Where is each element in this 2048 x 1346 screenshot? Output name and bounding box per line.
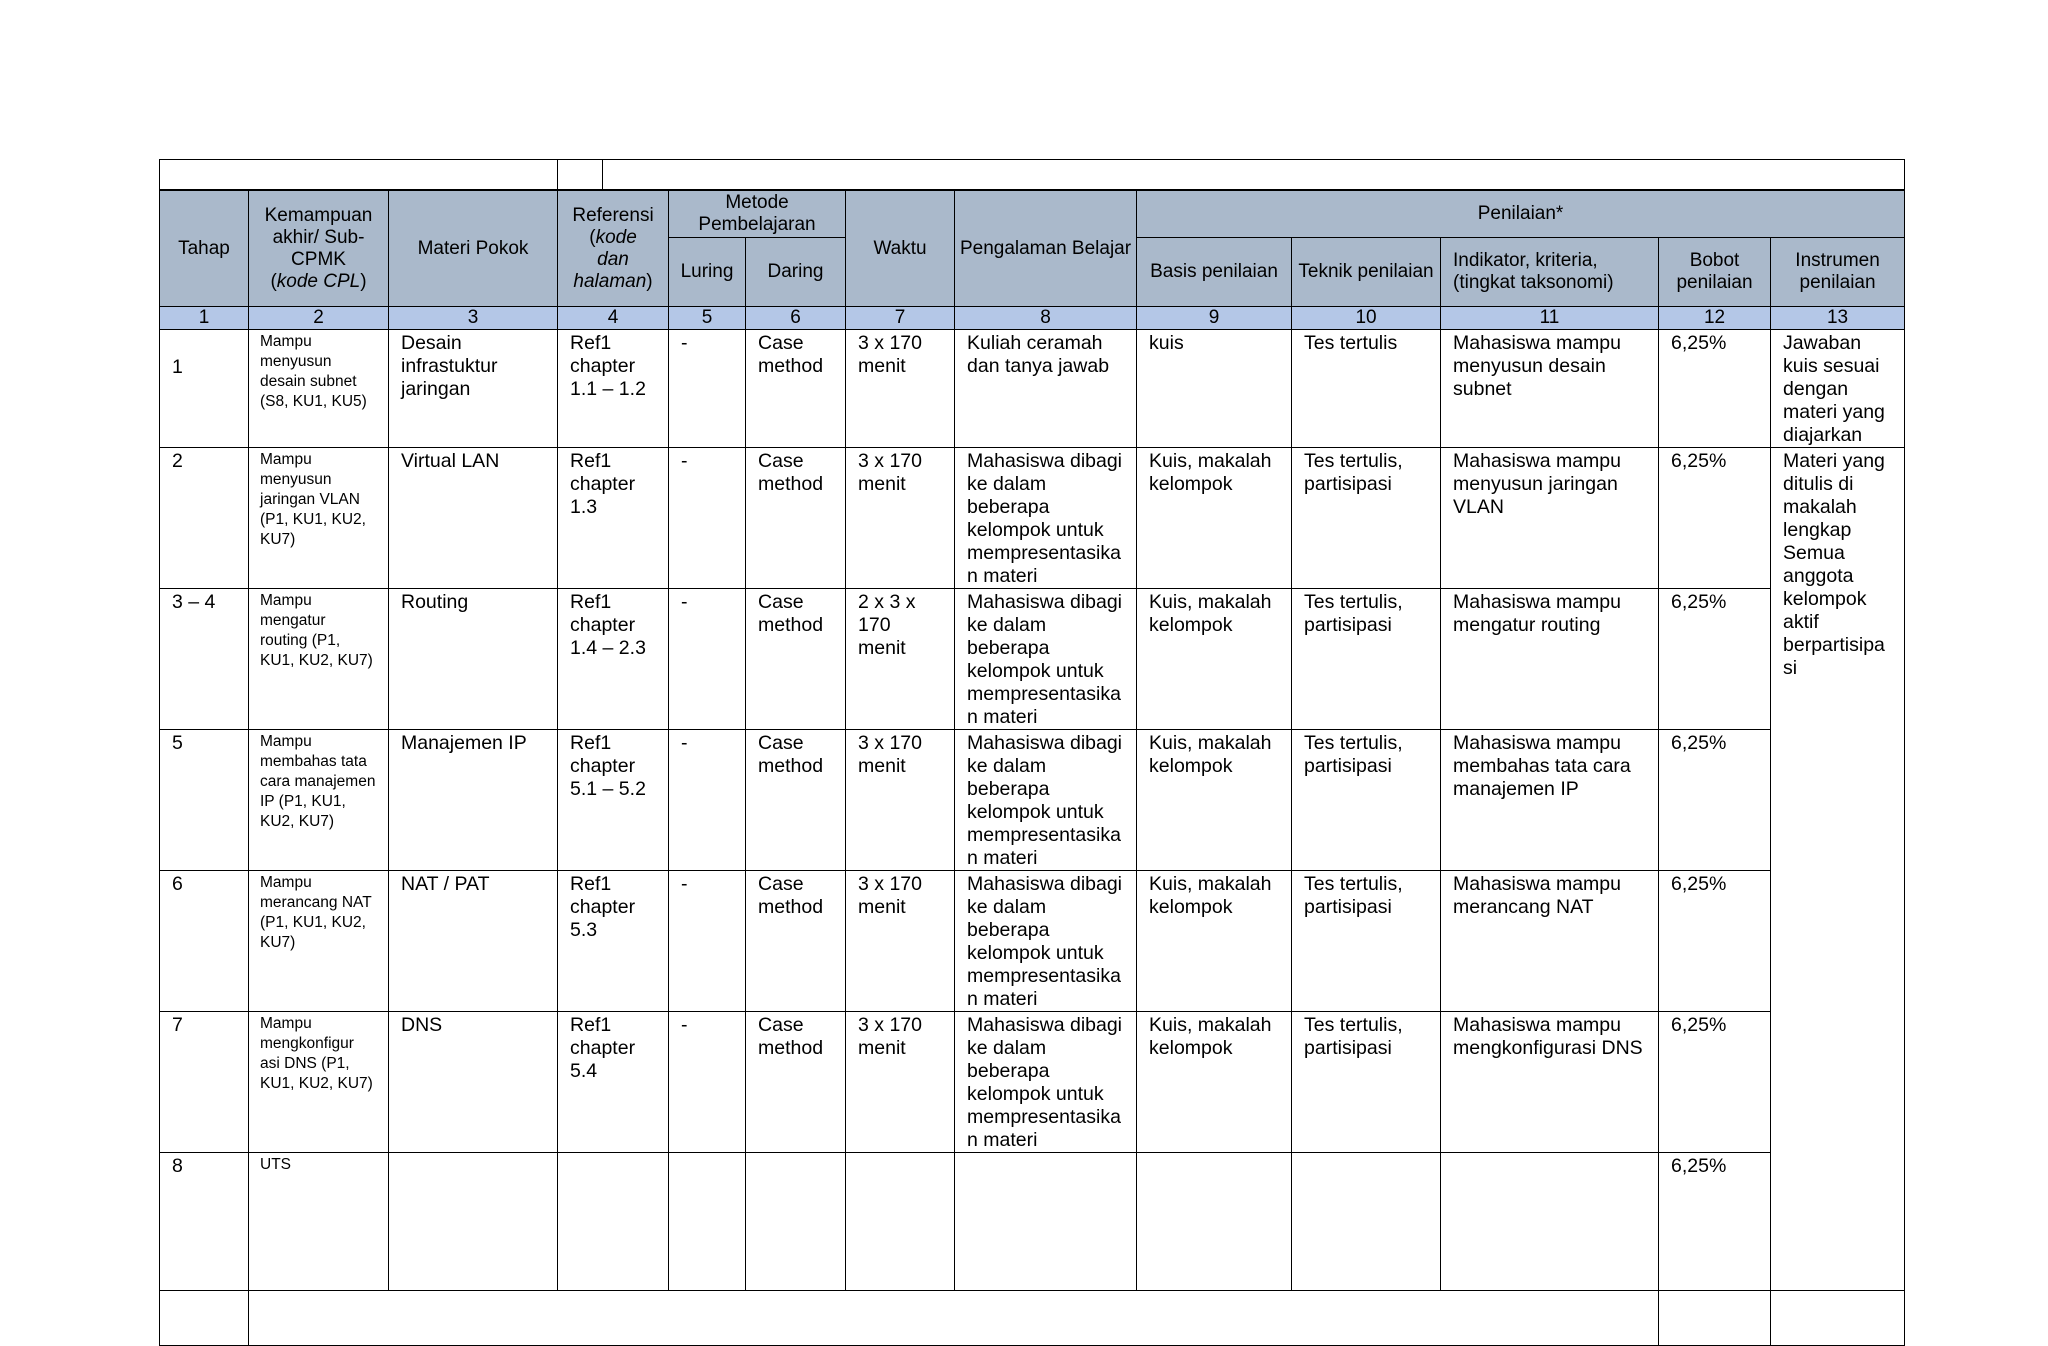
- cell-indikator: Mahasiswa mampu mengkonfigurasi DNS: [1441, 1012, 1659, 1153]
- header-tahap: Tahap: [160, 191, 249, 307]
- cell-pengalaman: Mahasiswa dibagi ke dalam beberapa kelompok untuk mempresentasika n materi: [955, 448, 1137, 589]
- column-number: 7: [846, 307, 955, 330]
- cell-daring: Case method: [746, 448, 846, 589]
- cell-kemampuan: Mampu menyusun jaringan VLAN (P1, KU1, KU2, KU7): [249, 448, 389, 589]
- column-number: 12: [1659, 307, 1771, 330]
- cell-indikator: [1441, 1153, 1659, 1291]
- cell-pengalaman: Kuliah ceramah dan tanya jawab: [955, 330, 1137, 448]
- header-metode: Metode Pembelajaran: [669, 191, 846, 238]
- cell-basis: Kuis, makalah kelompok: [1137, 448, 1292, 589]
- cell-daring: Case method: [746, 730, 846, 871]
- cell-materi: Virtual LAN: [389, 448, 558, 589]
- header-pengalaman: Pengalaman Belajar: [955, 191, 1137, 307]
- cell-teknik: Tes tertulis, partisipasi: [1292, 448, 1441, 589]
- cell-bobot: 6,25%: [1659, 1012, 1771, 1153]
- cell-kemampuan: Mampu mengkonfigur asi DNS (P1, KU1, KU2, KU7): [249, 1012, 389, 1153]
- column-number: 10: [1292, 307, 1441, 330]
- column-number: 3: [389, 307, 558, 330]
- cell-indikator: Mahasiswa mampu menyusun jaringan VLAN: [1441, 448, 1659, 589]
- cell-waktu: 3 x 170 menit: [846, 330, 955, 448]
- cell-teknik: Tes tertulis, partisipasi: [1292, 871, 1441, 1012]
- rps-table: [159, 159, 1905, 1346]
- cell-teknik: [1292, 1153, 1441, 1291]
- cell-bobot: [1659, 1291, 1771, 1346]
- header-bobot: Bobot penilaian: [1659, 238, 1771, 307]
- cell-teknik: Tes tertulis, partisipasi: [1292, 589, 1441, 730]
- column-number: 5: [669, 307, 746, 330]
- cell-daring: [746, 1153, 846, 1291]
- header-penilaian: Penilaian*: [1137, 191, 1905, 238]
- column-number: 9: [1137, 307, 1292, 330]
- cell-bobot: 6,25%: [1659, 871, 1771, 1012]
- cell-pengalaman: Mahasiswa dibagi ke dalam beberapa kelompok untuk mempresentasika n materi: [955, 871, 1137, 1012]
- cell-bobot: 6,25%: [1659, 448, 1771, 589]
- cell-tahap: 5: [160, 730, 249, 871]
- cell-waktu: 3 x 170 menit: [846, 871, 955, 1012]
- cell-luring: [669, 1153, 746, 1291]
- cell-basis: Kuis, makalah kelompok: [1137, 730, 1292, 871]
- header-luring: Luring: [669, 238, 746, 307]
- table-row: [160, 1291, 1905, 1346]
- cell-kemampuan: Mampu membahas tata cara manajemen IP (P1, KU1, KU2, KU7): [249, 730, 389, 871]
- cell-basis: [1137, 1153, 1292, 1291]
- cell-bobot: 6,25%: [1659, 589, 1771, 730]
- top-header-row: [160, 160, 1905, 190]
- header-row-1: [160, 191, 1905, 238]
- cell-tahap: 2: [160, 448, 249, 589]
- cell-bobot: 6,25%: [1659, 330, 1771, 448]
- column-number: 8: [955, 307, 1137, 330]
- header-instrumen: Instrumen penilaian: [1771, 238, 1905, 307]
- cell-luring: -: [669, 1012, 746, 1153]
- table-row: [160, 871, 1905, 1012]
- cell-luring: -: [669, 330, 746, 448]
- cell-materi: NAT / PAT: [389, 871, 558, 1012]
- cell-waktu: 3 x 170 menit: [846, 448, 955, 589]
- cell-tahap: 3 – 4: [160, 589, 249, 730]
- cell-waktu: 2 x 3 x 170 menit: [846, 589, 955, 730]
- cell-luring: -: [669, 871, 746, 1012]
- top-empty-cell: [558, 160, 1905, 190]
- header-daring: Daring: [746, 238, 846, 307]
- cell-referensi: [558, 1153, 669, 1291]
- cell-instrumen: Jawaban kuis sesuai dengan materi yang diajarkan: [1771, 330, 1905, 448]
- cell-waktu: 3 x 170 menit: [846, 730, 955, 871]
- cell-materi: Manajemen IP: [389, 730, 558, 871]
- table-row: [160, 730, 1905, 871]
- table-row: [160, 1012, 1905, 1153]
- cell-teknik: Tes tertulis: [1292, 330, 1441, 448]
- cell-basis: Kuis, makalah kelompok: [1137, 1012, 1292, 1153]
- cell-referensi: Ref1 chapter 5.3: [558, 871, 669, 1012]
- cell-referensi: Ref1 chapter 1.4 – 2.3: [558, 589, 669, 730]
- table-row: [160, 589, 1905, 730]
- cell-indikator: Mahasiswa mampu menyusun desain subnet: [1441, 330, 1659, 448]
- cell-uts: [249, 1291, 1659, 1346]
- header-indikator: Indikator, kriteria, (tingkat taksonomi): [1441, 238, 1659, 307]
- column-number: 6: [746, 307, 846, 330]
- cell-tahap: [160, 1291, 249, 1346]
- cell-indikator: Mahasiswa mampu merancang NAT: [1441, 871, 1659, 1012]
- header-referensi: Referensi (kode dan halaman): [558, 191, 669, 307]
- cell-materi: Routing: [389, 589, 558, 730]
- header-materi: Materi Pokok: [389, 191, 558, 307]
- header-teknik: Teknik penilaian: [1292, 238, 1441, 307]
- cell-kemampuan: UTS: [249, 1153, 389, 1291]
- cell-kemampuan: Mampu merancang NAT (P1, KU1, KU2, KU7): [249, 871, 389, 1012]
- cell-bobot: 6,25%: [1659, 730, 1771, 871]
- table-row: [160, 448, 1905, 589]
- cell-teknik: Tes tertulis, partisipasi: [1292, 730, 1441, 871]
- header-waktu: Waktu: [846, 191, 955, 307]
- column-number: 2: [249, 307, 389, 330]
- cell-pengalaman: Mahasiswa dibagi ke dalam beberapa kelompok untuk mempresentasika n materi: [955, 1012, 1137, 1153]
- column-number: 4: [558, 307, 669, 330]
- rps-table-page: [159, 159, 1904, 1346]
- cell-luring: -: [669, 589, 746, 730]
- cell-basis: kuis: [1137, 330, 1292, 448]
- cell-materi: [389, 1153, 558, 1291]
- cell-pengalaman: Mahasiswa dibagi ke dalam beberapa kelompok untuk mempresentasika n materi: [955, 730, 1137, 871]
- cell-kemampuan: Mampu mengatur routing (P1, KU1, KU2, KU7): [249, 589, 389, 730]
- header-kemampuan: Kemampuan akhir/ Sub- CPMK (kode CPL): [249, 191, 389, 307]
- cell-luring: -: [669, 730, 746, 871]
- column-number: 13: [1771, 307, 1905, 330]
- cell-tahap: 8: [160, 1153, 249, 1291]
- cell-kemampuan: Mampu menyusun desain subnet (S8, KU1, KU5): [249, 330, 389, 448]
- cell-indikator: Mahasiswa mampu membahas tata cara manajemen IP: [1441, 730, 1659, 871]
- cell-tahap: 1: [160, 330, 249, 448]
- cell-instrumen: [1771, 1291, 1905, 1346]
- cell-referensi: Ref1 chapter 5.1 – 5.2: [558, 730, 669, 871]
- cell-teknik: Tes tertulis, partisipasi: [1292, 1012, 1441, 1153]
- cell-waktu: 3 x 170 menit: [846, 1012, 955, 1153]
- cell-basis: Kuis, makalah kelompok: [1137, 871, 1292, 1012]
- cell-materi: DNS: [389, 1012, 558, 1153]
- column-number: 1: [160, 307, 249, 330]
- cell-daring: Case method: [746, 1012, 846, 1153]
- cell-referensi: Ref1 chapter 1.1 – 1.2: [558, 330, 669, 448]
- cell-daring: Case method: [746, 871, 846, 1012]
- cell-pengalaman: [955, 1153, 1137, 1291]
- cell-materi: Desain infrastuktur jaringan: [389, 330, 558, 448]
- cell-daring: Case method: [746, 330, 846, 448]
- cell-instrumen: Materi yang ditulis di makalah lengkap Semua anggota kelompok aktif berpartisipa si: [1771, 448, 1905, 1291]
- top-empty-cell: [160, 160, 558, 190]
- column-number-row: [160, 307, 1905, 330]
- column-number: 11: [1441, 307, 1659, 330]
- table-row: [160, 1153, 1905, 1291]
- cell-indikator: Mahasiswa mampu mengatur routing: [1441, 589, 1659, 730]
- cell-tahap: 7: [160, 1012, 249, 1153]
- cell-waktu: [846, 1153, 955, 1291]
- cell-daring: Case method: [746, 589, 846, 730]
- cell-tahap: 6: [160, 871, 249, 1012]
- header-basis: Basis penilaian: [1137, 238, 1292, 307]
- cell-luring: -: [669, 448, 746, 589]
- cell-basis: Kuis, makalah kelompok: [1137, 589, 1292, 730]
- cell-referensi: Ref1 chapter 1.3: [558, 448, 669, 589]
- cell-referensi: Ref1 chapter 5.4: [558, 1012, 669, 1153]
- cell-bobot: 6,25%: [1659, 1153, 1771, 1291]
- cell-pengalaman: Mahasiswa dibagi ke dalam beberapa kelompok untuk mempresentasika n materi: [955, 589, 1137, 730]
- table-row: [160, 330, 1905, 448]
